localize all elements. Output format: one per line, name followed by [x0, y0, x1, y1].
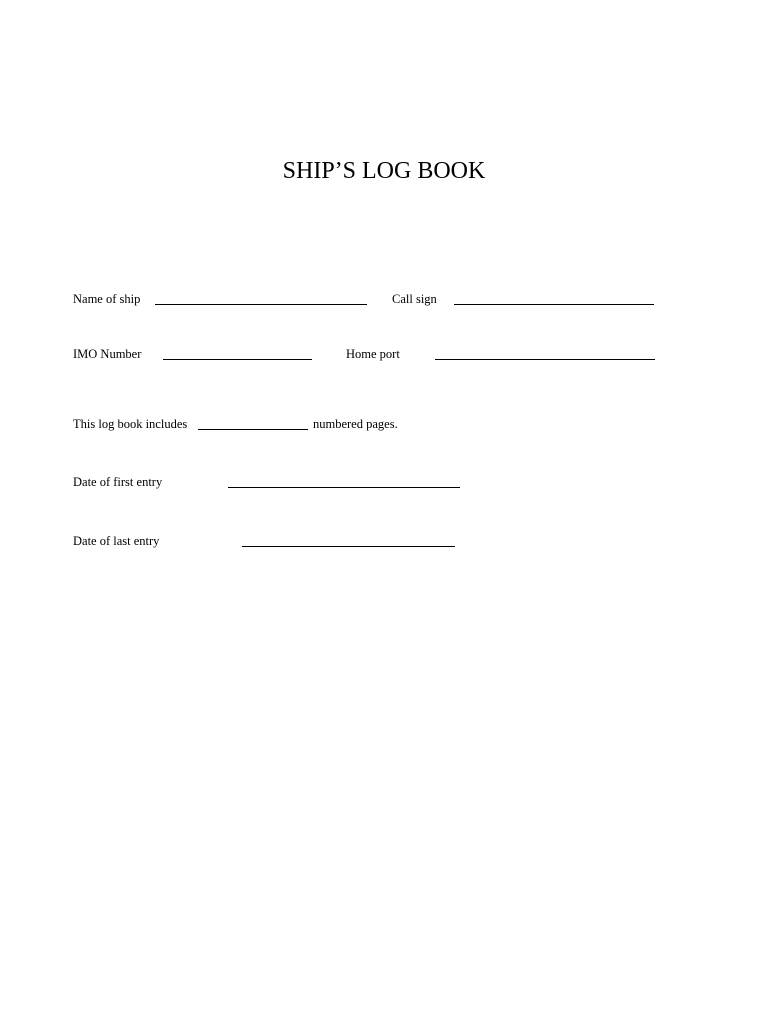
date-last-entry-label: Date of last entry	[73, 534, 160, 548]
date-first-entry-field[interactable]	[228, 487, 460, 488]
name-of-ship-label: Name of ship	[73, 292, 141, 306]
home-port-label: Home port	[346, 347, 400, 361]
imo-number-label: IMO Number	[73, 347, 142, 361]
page-count-field[interactable]	[198, 429, 308, 430]
pages-suffix-label: numbered pages.	[313, 417, 398, 431]
call-sign-label: Call sign	[392, 292, 437, 306]
page-title: SHIP’S LOG BOOK	[282, 158, 486, 184]
date-first-entry-label: Date of first entry	[73, 475, 163, 489]
name-of-ship-field[interactable]	[155, 304, 367, 305]
date-last-entry-field[interactable]	[242, 546, 455, 547]
imo-number-field[interactable]	[163, 359, 312, 360]
call-sign-field[interactable]	[454, 304, 654, 305]
home-port-field[interactable]	[435, 359, 655, 360]
pages-prefix-label: This log book includes	[73, 417, 188, 431]
